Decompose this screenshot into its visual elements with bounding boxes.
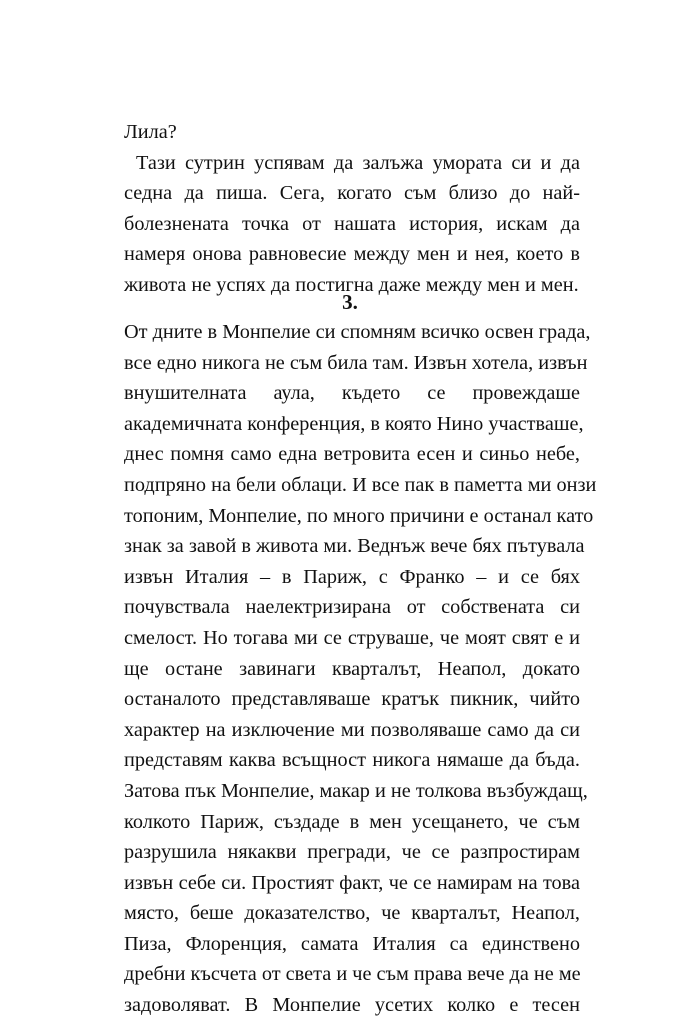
text-line: подпряно на бели облаци. И все пак в паметта ми онзи bbox=[124, 473, 597, 496]
main-paragraph bbox=[124, 317, 597, 1021]
text-line: внушителната аула, където се провеждаше bbox=[124, 382, 580, 405]
text-line: почувствала наелектризирана от собствената си bbox=[124, 596, 580, 619]
text-line: смелост. Но тогава ми се струваше, че моят свят е и bbox=[124, 626, 580, 649]
text-line: ще остане завинаги кварталът, Неапол, докато bbox=[124, 657, 580, 680]
text-line: характер на изключение ми позволяваше само да си bbox=[124, 718, 580, 741]
text-line: останалото представляваше кратък пикник, чийто bbox=[124, 688, 580, 711]
text-line: извън Италия – в Париж, с Франко – и се бях bbox=[124, 565, 580, 588]
top-paragraphs bbox=[124, 117, 580, 301]
text-line: колкото Париж, създаде в мен усещането, че съм bbox=[124, 810, 580, 833]
text-line: топоним, Монпелие, по много причини е останал като bbox=[124, 504, 594, 527]
text-line: днес помня само една ветровита есен и синьо небе, bbox=[124, 443, 580, 466]
text-line: намеря онова равновесие между мен и нея, което в bbox=[124, 243, 580, 266]
text-line: извън себе си. Простият факт, че се намирам на това bbox=[124, 871, 580, 894]
text-line: разрушила някакви прегради, че се разпростирам bbox=[124, 841, 580, 864]
text-line: Затова пък Монпелие, макар и не толкова възбуждащ, bbox=[124, 779, 588, 802]
text-line: От дните в Монпелие си спомням всичко освен града, bbox=[124, 321, 591, 343]
text-line: все едно никога не съм била там. Извън хотела, извън bbox=[124, 351, 588, 374]
text-line: Тази сутрин успявам да залъжа умората си и да bbox=[136, 151, 580, 174]
text-line: академичната конференция, в която Нино участваше, bbox=[124, 412, 584, 435]
text-line: представям каква всъщност никога нямаше да бъда. bbox=[124, 749, 580, 772]
chapter-number: 3. bbox=[342, 290, 358, 314]
text-line: задоволяват. В Монпелие усетих колко е тесен bbox=[124, 994, 580, 1017]
text-line: болезнената точка от нашата история, искам да bbox=[124, 212, 580, 235]
text-line: седна да пиша. Сега, когато съм близо до най- bbox=[124, 182, 580, 205]
text-line: знак за завой в живота ми. Веднъж вече бях пътувала bbox=[124, 535, 585, 558]
text-line: място, беше доказателство, че кварталът, Неапол, bbox=[124, 902, 580, 925]
text-line: Пиза, Флоренция, самата Италия са единствено bbox=[124, 932, 580, 955]
text-line: живота не успях да постигна даже между мен и мен. bbox=[124, 273, 579, 296]
text-line: Лила? bbox=[124, 121, 177, 143]
text-line: дребни късчета от света и че съм права вече да не ме bbox=[124, 963, 581, 986]
